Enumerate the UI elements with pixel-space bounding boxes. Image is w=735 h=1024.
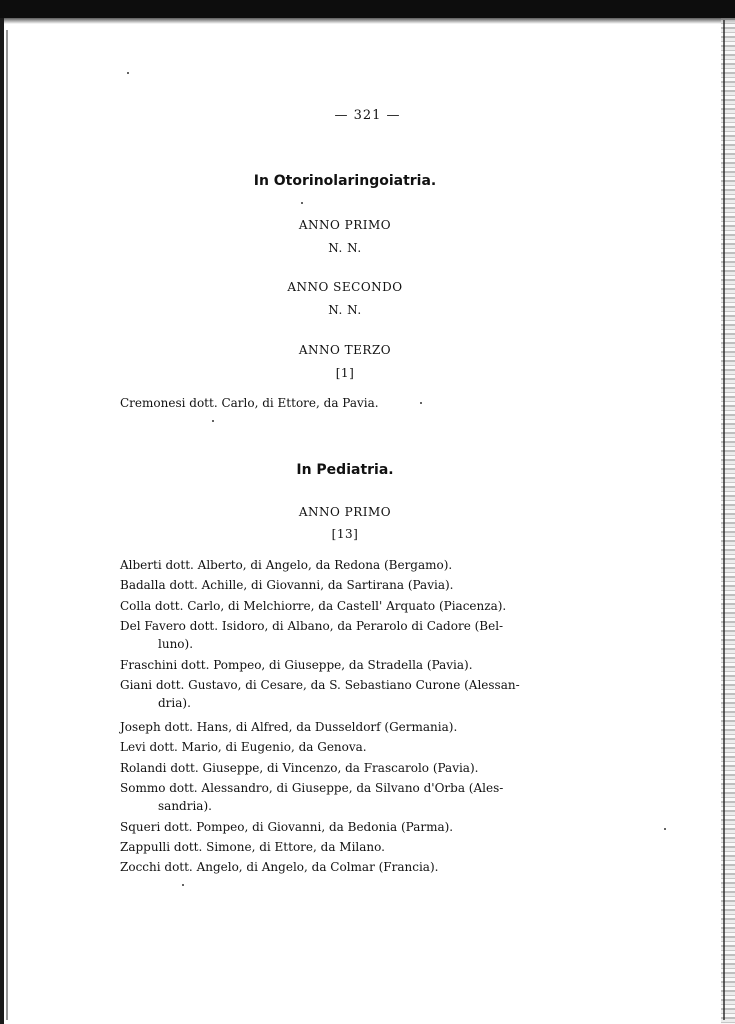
speck bbox=[664, 828, 666, 830]
year-count: [1] bbox=[335, 366, 355, 380]
scan-left-border bbox=[0, 18, 4, 1024]
student-entry: Joseph dott. Hans, di Alfred, da Dusseldorf (Germania). bbox=[120, 720, 458, 734]
student-entry: Zappulli dott. Simone, di Ettore, da Milano. bbox=[120, 840, 385, 854]
speck bbox=[182, 884, 184, 886]
student-entry bbox=[120, 617, 560, 653]
year-count: N. N. bbox=[328, 241, 362, 255]
year-label: ANNO PRIMO bbox=[298, 218, 392, 232]
year-count: [13] bbox=[331, 527, 359, 541]
year-label: ANNO TERZO bbox=[298, 343, 392, 357]
entry-line: Giani dott. Gustavo, di Cesare, da S. Sebastiano Curone (Alessan- bbox=[120, 678, 520, 692]
entry-continuation: dria). bbox=[158, 696, 191, 710]
student-entry: Cremonesi dott. Carlo, di Ettore, da Pavia. bbox=[120, 396, 379, 410]
speck bbox=[127, 72, 129, 74]
student-entry: Levi dott. Mario, di Eugenio, da Genova. bbox=[120, 740, 367, 754]
scan-top-border bbox=[0, 0, 735, 18]
scan-top-shadow bbox=[0, 18, 735, 24]
student-entry: Badalla dott. Achille, di Giovanni, da Sartirana (Pavia). bbox=[120, 578, 454, 592]
student-entry: Rolandi dott. Giuseppe, di Vincenzo, da Frascarolo (Pavia). bbox=[120, 761, 479, 775]
student-entry bbox=[120, 779, 560, 815]
entry-line: Sommo dott. Alessandro, di Giuseppe, da Silvano d'Orba (Ales- bbox=[120, 781, 504, 795]
section-title-pediatria: In Pediatria. bbox=[296, 462, 394, 478]
student-entry: Colla dott. Carlo, di Melchiorre, da Castell' Arquato (Piacenza). bbox=[120, 599, 507, 613]
page-number: — 321 — bbox=[334, 108, 401, 123]
speck bbox=[212, 420, 214, 422]
student-entry: Fraschini dott. Pompeo, di Giuseppe, da Stradella (Pavia). bbox=[120, 658, 473, 672]
year-count: N. N. bbox=[328, 303, 362, 317]
student-entry bbox=[120, 676, 560, 712]
section-title-otorinolaringoiatria: In Otorinolaringoiatria. bbox=[253, 173, 437, 189]
year-label: ANNO SECONDO bbox=[287, 280, 403, 294]
student-entry: Squeri dott. Pompeo, di Giovanni, da Bedonia (Parma). bbox=[120, 820, 454, 834]
entry-line: Del Favero dott. Isidoro, di Albano, da Perarolo di Cadore (Bel- bbox=[120, 619, 504, 633]
scan-right-line bbox=[723, 20, 725, 1020]
entry-continuation: luno). bbox=[158, 637, 194, 651]
entry-continuation: sandria). bbox=[158, 799, 212, 813]
year-label: ANNO PRIMO bbox=[298, 505, 392, 519]
student-entry: Alberti dott. Alberto, di Angelo, da Redona (Bergamo). bbox=[120, 558, 453, 572]
student-entry: Zocchi dott. Angelo, di Angelo, da Colmar (Francia). bbox=[120, 860, 439, 874]
speck bbox=[301, 202, 303, 204]
